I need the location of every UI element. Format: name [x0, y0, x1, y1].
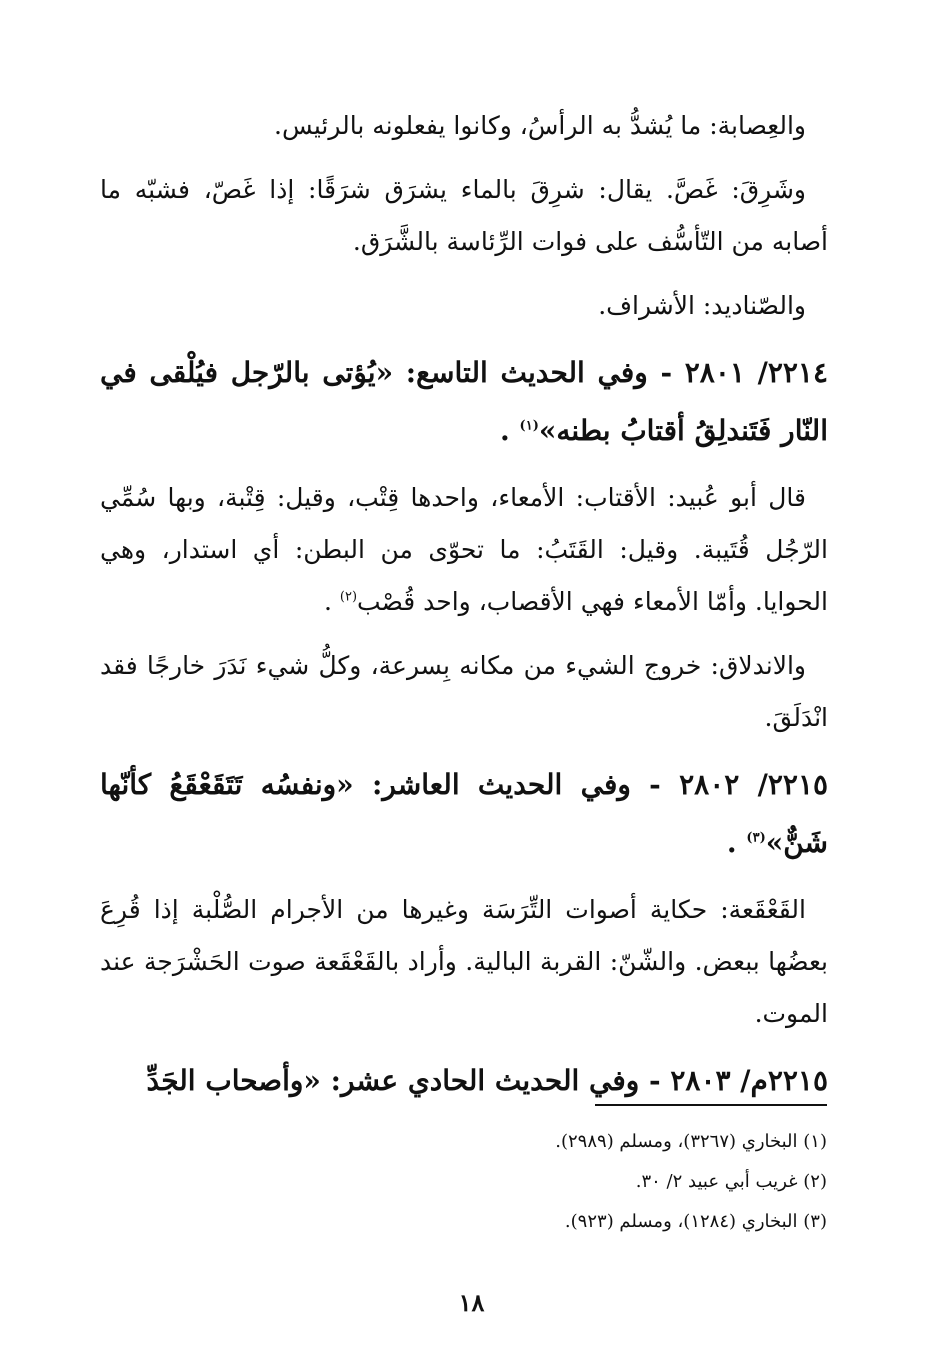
paragraph-aqtab: [100, 472, 828, 628]
paragraph-text: قال أبو عُبيد: الأقتاب: الأمعاء، واحدها قِتْب، وقيل: قِتْبة، وبها سُمِّي الرّجُل قُتَيبة. وقيل: القَتَبُ: ما تحوّى من البطن: أي استدار، وهي الحوايا. وأمّا الأمعاء فهي الأقصاب، واحد قُصْب: [100, 483, 828, 616]
footnote-ref-3[interactable]: (٣): [746, 830, 766, 846]
paragraph-indilaq: [100, 640, 828, 744]
footnote-ref-1[interactable]: (١): [519, 418, 539, 434]
heading-text: ٢٢١٥/ ٢٨٠٢ - وفي الحديث العاشر: «ونفسُه تَتَقَعْقَعُ كأنّها شَنٌّ»: [100, 768, 829, 859]
paragraph-sanadid: [100, 280, 828, 332]
hadith-heading-11: [100, 1052, 828, 1110]
paragraph-text: والعِصابة: ما يُشدُّ به الرأسُ، وكانوا يفعلونه بالرئيس.: [274, 111, 806, 140]
footnote-ref-2[interactable]: (٢): [339, 589, 358, 605]
paragraph-text: والاندلاق: خروج الشيء من مكانه بِسرعة، وكلُّ شيء نَدَرَ خارجًا فقد انْدَلَقَ.: [100, 651, 828, 732]
paragraph-qaqaa: [100, 884, 828, 1040]
paragraph-text: القَعْقَعة: حكاية أصوات التِّرَسَة وغيرها من الأجرام الصُّلْبة إذا قُرِعَ بعضُها ببعض. والشّنّ: القربة البالية. وأراد بالقَعْقَعة صوت الحَشْرَجة عند الموت.: [100, 895, 828, 1028]
page-number: ١٨: [458, 1288, 485, 1317]
paragraph-isaba: [100, 100, 828, 152]
heading-tail: .: [500, 414, 520, 447]
paragraph-shariqa: [100, 164, 828, 268]
footnote-1: (١) البخاري (٣٢٦٧)، ومسلم (٢٩٨٩).: [555, 1131, 827, 1152]
footnotes: [127, 1122, 827, 1242]
paragraph-text: وشَرِقَ: غَصَّ. يقال: شرِقَ بالماء يشرَق شرَقًا: إذا غَصّ، فشبّه ما أصابه من التّأسُّف على فوات الرِّئاسة بالشَّرَق.: [100, 175, 828, 256]
paragraph-text: والصّناديد: الأشراف.: [598, 291, 806, 320]
page-body: [100, 100, 828, 1122]
hadith-heading-9: [100, 344, 828, 460]
footnote-divider: [595, 1104, 827, 1106]
footnote-3: (٣) البخاري (١٢٨٤)، ومسلم (٩٢٣).: [564, 1211, 827, 1232]
footnote-2: (٢) غريب أبي عبيد ٢/ ٣٠.: [635, 1171, 827, 1192]
heading-tail: .: [726, 826, 747, 859]
paragraph-tail: .: [323, 587, 340, 616]
hadith-heading-10: [100, 756, 828, 872]
heading-text: ٢٢١٤/ ٢٨٠١ - وفي الحديث التاسع: «يُؤتى بالرّجل فيُلْقى في النّار فَتَندلِقُ أقتابُ بطنه»: [100, 356, 828, 447]
heading-text: ٢٢١٥م/ ٢٨٠٣ - وفي الحديث الحادي عشر: «وأصحاب الجَدِّ: [146, 1064, 828, 1097]
